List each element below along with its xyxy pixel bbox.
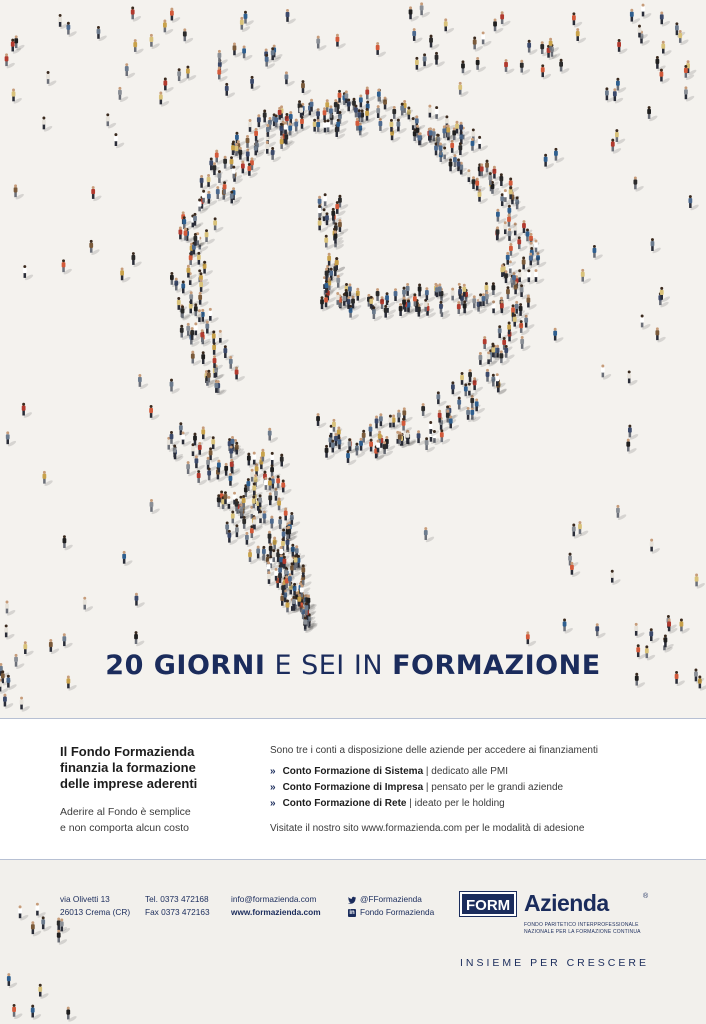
crowd-person [36, 903, 47, 919]
crowd-person [163, 78, 174, 94]
info-subtext [60, 804, 260, 836]
crowd-person [106, 113, 117, 129]
crowd-person [150, 34, 161, 50]
crowd-person [647, 106, 658, 122]
crowd-person [640, 315, 651, 331]
crowd-person [421, 403, 432, 419]
crowd-person [628, 425, 639, 441]
crowd-person [31, 921, 42, 937]
crowd-person [188, 272, 199, 288]
tagline: INSIEME PER CRESCERE [460, 957, 649, 969]
crowd-person [563, 618, 574, 634]
crowd-person [680, 619, 691, 635]
crowd-person [626, 439, 637, 455]
address-city: 26013 Crema (CR) [60, 907, 131, 917]
crowd-person [440, 429, 451, 445]
crowd-person [435, 106, 446, 122]
crowd-person [601, 365, 612, 381]
crowd-person [610, 570, 621, 586]
linkedin-icon: in [349, 909, 355, 916]
crowd-person [285, 71, 296, 87]
crowd-person [616, 78, 627, 94]
bullet-glyph: » [270, 798, 276, 809]
crowd-person [5, 53, 16, 69]
crowd-person [268, 428, 279, 444]
crowd-person [649, 628, 660, 644]
crowd-person [651, 238, 662, 254]
crowd-person [593, 245, 604, 261]
crowd-person [617, 39, 628, 55]
account-desc: | dedicato alle PMI [425, 766, 509, 777]
crowd-person [197, 470, 208, 486]
crowd-person [263, 110, 274, 126]
crowd-person [114, 133, 125, 149]
crowd-person [660, 11, 671, 27]
crowd-person [491, 282, 502, 298]
website-note: Visitate il nostro sito www.formazienda.com per le modalità di adesione [270, 823, 585, 834]
crowd-person [66, 1007, 77, 1023]
crowd-person [191, 351, 202, 367]
crowd-person [281, 480, 292, 496]
crowd-person [475, 398, 486, 414]
crowd-person [476, 57, 487, 73]
formazienda-logo [460, 892, 660, 952]
crowd-person [527, 40, 538, 56]
crowd-person [429, 35, 440, 51]
crowd-person [183, 28, 194, 44]
info-title-line-2: finanzia la formazione [60, 760, 196, 775]
account-desc: | pensato per le grandi aziende [425, 782, 564, 793]
crowd-person [149, 405, 160, 421]
crowd-person [195, 455, 206, 471]
crowd-person [336, 34, 347, 50]
crowd-person [576, 28, 587, 44]
crowd-person [12, 1004, 23, 1020]
crowd-person [201, 426, 212, 442]
crowd-person [638, 25, 649, 41]
list-item [270, 796, 690, 812]
accounts-list [270, 764, 690, 812]
crowd-person [526, 295, 537, 311]
crowd-person [201, 351, 212, 367]
info-title [60, 744, 260, 792]
crowd-person [3, 694, 14, 710]
crowd-person [504, 59, 515, 75]
contact-block [231, 893, 321, 919]
logo-subtitle [524, 922, 641, 935]
account-name: Conto Formazione di Impresa [282, 782, 424, 793]
crowd-person [244, 11, 255, 27]
info-band [0, 718, 706, 860]
logo-subtitle-line-2: NAZIONALE PER LA FORMAZIONE CONTINUA [524, 928, 641, 935]
crowd-person [444, 18, 455, 34]
crowd-person [356, 288, 367, 304]
crowd-person [131, 7, 142, 23]
crowd-person [122, 551, 133, 567]
crowd-person [63, 535, 74, 551]
crowd-person [97, 26, 108, 42]
crowd-person [461, 60, 472, 76]
crowd-person [31, 1005, 42, 1021]
social-block [348, 893, 434, 919]
crowd-person [170, 8, 181, 24]
crowd-person [138, 374, 149, 390]
headline-part-3: FORMAZIONE [392, 650, 601, 681]
crowd-person [500, 11, 511, 27]
logo-azienda-text: Azienda [524, 890, 609, 916]
crowd-person [412, 28, 423, 44]
crowd-person [301, 80, 312, 96]
info-title-line-1: Il Fondo Formazienda [60, 744, 195, 759]
crowd-person [655, 327, 666, 343]
crowd-person [91, 186, 102, 202]
crowd-person [280, 454, 291, 470]
crowd-person [218, 170, 229, 186]
account-name: Conto Formazione di Rete [282, 798, 407, 809]
crowd-person [23, 265, 34, 281]
crowd-person [6, 431, 17, 447]
info-subtext-line-2: e non comporta alcun costo [60, 822, 189, 834]
crowd-person [420, 2, 431, 18]
crowd-person [118, 87, 129, 103]
twitter-icon [348, 896, 356, 904]
crowd-person [686, 60, 697, 76]
registered-mark: ® [643, 893, 649, 900]
bullet-glyph: » [270, 782, 276, 793]
crowd-person [376, 288, 387, 304]
crowd-person [633, 177, 644, 193]
crowd-person [524, 315, 535, 331]
twitter-link[interactable] [348, 893, 434, 906]
crowd-person [229, 356, 240, 372]
crowd-person [424, 527, 435, 543]
crowd-person [242, 45, 253, 61]
crowd-person [338, 219, 349, 235]
crowd-person [338, 195, 349, 211]
crowd-person [559, 59, 570, 75]
info-subtext-line-1: Aderire al Fondo è semplice [60, 806, 191, 818]
address-block [60, 893, 130, 919]
crowd-person [170, 379, 181, 395]
crowd-person [661, 41, 672, 57]
crowd-person [131, 252, 142, 268]
crowd-person [42, 471, 53, 487]
crowd-person [684, 86, 695, 102]
crowd-person [616, 505, 627, 521]
crowd-person [205, 229, 216, 245]
crowd-person [627, 370, 638, 386]
crowd-person [451, 381, 462, 397]
headline [0, 650, 706, 681]
crowd-person [634, 623, 645, 639]
crowd-person [5, 601, 16, 617]
crowd-person [14, 184, 25, 200]
email-link[interactable]: info@formazienda.com [231, 894, 317, 904]
crowd-person [581, 269, 592, 285]
crowd-person [18, 905, 29, 921]
info-title-line-3: delle imprese aderenti [60, 776, 198, 791]
crowd-person [41, 916, 52, 932]
crowd-person [120, 267, 131, 283]
account-name: Conto Formazione di Sistema [282, 766, 424, 777]
crowd-person [286, 9, 297, 25]
crowd-person [150, 499, 161, 515]
crowd-person [520, 336, 531, 352]
crowd-person [218, 330, 229, 346]
crowd-person [541, 64, 552, 80]
crowd-person [225, 83, 236, 99]
crowd-person [544, 154, 555, 170]
crowd-person [22, 403, 33, 419]
crowd-person [135, 593, 146, 609]
linkedin-name: Fondo Formazienda [360, 907, 435, 917]
crowd-person [89, 240, 100, 256]
crowd-person [250, 76, 261, 92]
headline-part-1: 20 GIORNI [105, 650, 266, 681]
crowd-person [62, 259, 73, 275]
crowd-person [572, 12, 583, 28]
crowd-person [688, 195, 699, 211]
crowd-person [316, 413, 327, 429]
crowd-person [271, 147, 282, 163]
crowd-person [4, 624, 15, 640]
crowd-person [481, 31, 492, 47]
headline-part-2: E SEI IN [274, 650, 384, 681]
crowd-person [553, 328, 564, 344]
footer [0, 860, 706, 1024]
crowd-person [186, 66, 197, 82]
crowd-person [365, 87, 376, 103]
crowd-person [214, 380, 225, 396]
fax-number: Fax 0373 472163 [145, 907, 210, 917]
list-item [270, 764, 690, 780]
crowd-person [695, 574, 706, 590]
crowd-person [134, 631, 145, 647]
crowd-person [316, 36, 327, 52]
crowd-person [615, 129, 626, 145]
crowd-person [159, 92, 170, 108]
crowd-person [630, 9, 641, 25]
crowd-person [435, 52, 446, 68]
crowd-person [526, 631, 537, 647]
crowd-person [554, 148, 565, 164]
crowd-person [534, 269, 545, 285]
crowd-person [133, 39, 144, 55]
bullet-glyph: » [270, 766, 276, 777]
address-street: via Olivetti 13 [60, 894, 110, 904]
crowd-person [660, 69, 671, 85]
crowd-person [409, 6, 420, 22]
crowd-person [379, 118, 390, 134]
crowd-person [211, 436, 222, 452]
logo-form-box: FORM [460, 892, 516, 916]
crowd-person [396, 119, 407, 135]
crowd-person [213, 217, 224, 233]
crowd-person [208, 308, 219, 324]
crowd-person [223, 345, 234, 361]
logo-subtitle-line-1: FONDO PARITETICO INTERPROFESSIONALE [524, 922, 639, 928]
crowd-person [233, 42, 244, 58]
crowd-person [595, 623, 606, 639]
crowd-person [62, 633, 73, 649]
info-left-column [60, 744, 260, 836]
crowd-person [520, 60, 531, 76]
crowd-person [38, 984, 49, 1000]
crowd-person [641, 4, 652, 20]
accounts-intro: Sono tre i conti a disposizione delle aziende per accedere ai finanziamenti [270, 745, 598, 756]
crowd-person [125, 63, 136, 79]
account-desc: | ideato per le holding [409, 798, 505, 809]
crowd-person [12, 88, 23, 104]
phone-block [145, 893, 210, 919]
crowd-person [83, 597, 94, 613]
crowd-person [46, 71, 57, 87]
crowd-person [650, 539, 661, 555]
twitter-handle: @FFormazienda [360, 894, 422, 904]
crowd-person [20, 697, 31, 713]
info-right-column [270, 744, 690, 836]
list-item [270, 780, 690, 796]
crowd-person [436, 391, 447, 407]
linkedin-link[interactable] [348, 906, 434, 919]
crowd-person [385, 436, 396, 452]
crowd-person [7, 973, 18, 989]
crowd-person [198, 292, 209, 308]
crowd-person [170, 431, 181, 447]
crowd-person [458, 82, 469, 98]
phone-number[interactable]: Tel. 0373 472168 [145, 894, 209, 904]
website-link[interactable]: www.formazienda.com [231, 907, 321, 917]
crowd-person [376, 42, 387, 58]
crowd-person [184, 228, 195, 244]
crowd-person [42, 117, 53, 133]
